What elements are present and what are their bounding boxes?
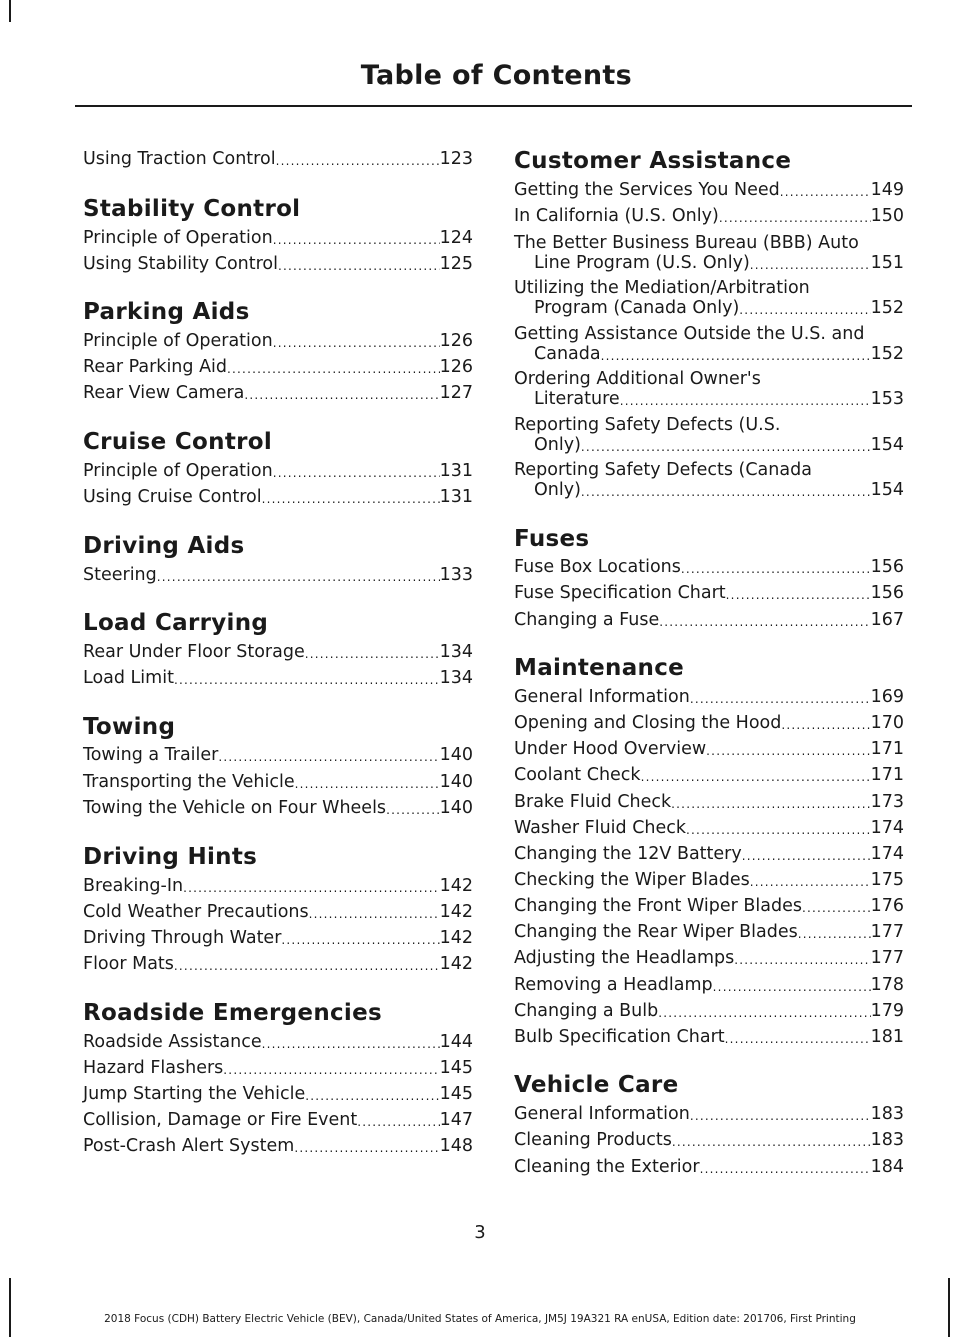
toc-entry[interactable]: Fuse Box Locations ..... 156 <box>514 558 904 576</box>
section-heading: Parking Aids <box>83 299 250 325</box>
toc-entry[interactable]: Hazard Flashers ..... 145 <box>83 1059 473 1077</box>
toc-entry[interactable]: Opening and Closing the Hood ..... 170 <box>514 714 904 732</box>
toc-entry[interactable]: Getting Assistance Outside the U.S. and Canada ..... 152 <box>514 325 904 363</box>
toc-entry[interactable]: In California (U.S. Only) ..... 150 <box>514 207 904 225</box>
toc-entry[interactable]: Utilizing the Mediation/Arbitration Program (Canada Only) ..... 152 <box>514 279 904 317</box>
toc-entry[interactable]: General Information ..... 183 <box>514 1105 904 1123</box>
toc-entry[interactable]: Rear Parking Aid ..... 126 <box>83 358 473 376</box>
section-heading: Roadside Emergencies <box>83 1000 383 1026</box>
crop-mark-bottom-right <box>948 1278 950 1337</box>
toc-entry[interactable]: Cold Weather Precautions ..... 142 <box>83 903 473 921</box>
toc-entry[interactable]: Brake Fluid Check ..... 173 <box>514 793 904 811</box>
toc-entry[interactable]: Washer Fluid Check ..... 174 <box>514 819 904 837</box>
header-rule <box>75 105 912 107</box>
toc-entry[interactable]: Transporting the Vehicle ..... 140 <box>83 773 473 791</box>
section-heading: Stability Control <box>83 196 301 222</box>
toc-entry[interactable]: Breaking-In ..... 142 <box>83 877 473 895</box>
toc-entry[interactable]: Towing the Vehicle on Four Wheels ..... 140 <box>83 799 473 817</box>
toc-entry[interactable]: General Information ..... 169 <box>514 688 904 706</box>
page-number: 3 <box>474 1222 486 1243</box>
toc-entry[interactable]: Adjusting the Headlamps ..... 177 <box>514 949 904 967</box>
section-heading: Towing <box>83 714 176 740</box>
toc-entry[interactable]: Changing a Fuse ..... 167 <box>514 611 904 629</box>
toc-entry[interactable]: Changing the Front Wiper Blades ..... 176 <box>514 897 904 915</box>
section-heading: Driving Aids <box>83 533 245 559</box>
page-title: Table of Contents <box>360 60 632 91</box>
section-heading: Vehicle Care <box>514 1072 679 1098</box>
toc-entry[interactable]: Ordering Additional Owner's Literature ..... 153 <box>514 370 904 408</box>
toc-entry[interactable]: Jump Starting the Vehicle ..... 145 <box>83 1085 473 1103</box>
toc-entry[interactable]: Changing a Bulb ..... 179 <box>514 1002 904 1020</box>
toc-entry[interactable]: Changing the 12V Battery ..... 174 <box>514 845 904 863</box>
section-heading: Fuses <box>514 526 590 552</box>
section-heading: Load Carrying <box>83 610 269 636</box>
toc-entry[interactable]: Checking the Wiper Blades ..... 175 <box>514 871 904 889</box>
toc-entry[interactable]: Getting the Services You Need ..... 149 <box>514 181 904 199</box>
toc-entry[interactable]: Principle of Operation ..... 126 <box>83 332 473 350</box>
toc-entry[interactable]: Collision, Damage or Fire Event ..... 147 <box>83 1111 473 1129</box>
toc-entry[interactable]: Coolant Check ..... 171 <box>514 766 904 784</box>
toc-entry[interactable]: Under Hood Overview ..... 171 <box>514 740 904 758</box>
toc-entry[interactable]: Using Cruise Control ..... 131 <box>83 488 473 506</box>
toc-entry[interactable]: Load Limit ..... 134 <box>83 669 473 687</box>
footer-edition-info: 2018 Focus (CDH) Battery Electric Vehicle (BEV), Canada/United States of America, JM5J 19A321 RA enUSA, Edition date: 201706, First Printing <box>104 1313 856 1325</box>
toc-entry[interactable]: Principle of Operation ..... 124 <box>83 229 473 247</box>
toc-entry[interactable]: Reporting Safety Defects (Canada Only) ..... 154 <box>514 461 904 499</box>
toc-entry[interactable]: Cleaning the Exterior ..... 184 <box>514 1158 904 1176</box>
toc-entry[interactable]: Bulb Specification Chart ..... 181 <box>514 1028 904 1046</box>
toc-entry[interactable]: Rear Under Floor Storage ..... 134 <box>83 643 473 661</box>
toc-entry[interactable]: Using Stability Control ..... 125 <box>83 255 473 273</box>
section-heading: Customer Assistance <box>514 148 792 174</box>
toc-entry[interactable]: Cleaning Products ..... 183 <box>514 1131 904 1149</box>
toc-entry[interactable]: Changing the Rear Wiper Blades ..... 177 <box>514 923 904 941</box>
crop-mark-top-left <box>9 0 11 22</box>
toc-entry[interactable]: Removing a Headlamp ..... 178 <box>514 976 904 994</box>
toc-entry[interactable]: Steering ..... 133 <box>83 566 473 584</box>
toc-entry[interactable]: Principle of Operation ..... 131 <box>83 462 473 480</box>
toc-entry[interactable]: Using Traction Control ..... 123 <box>83 150 473 168</box>
toc-entry[interactable]: Post-Crash Alert System ..... 148 <box>83 1137 473 1155</box>
crop-mark-bottom-left <box>9 1278 11 1337</box>
toc-entry[interactable]: Towing a Trailer ..... 140 <box>83 746 473 764</box>
toc-entry[interactable]: Reporting Safety Defects (U.S. Only) ..... 154 <box>514 416 904 454</box>
section-heading: Cruise Control <box>83 429 273 455</box>
toc-entry[interactable]: Driving Through Water ..... 142 <box>83 929 473 947</box>
toc-entry[interactable]: Fuse Specification Chart ..... 156 <box>514 584 904 602</box>
toc-entry[interactable]: Roadside Assistance ..... 144 <box>83 1033 473 1051</box>
toc-entry[interactable]: Floor Mats ..... 142 <box>83 955 473 973</box>
toc-entry[interactable]: The Better Business Bureau (BBB) Auto Line Program (U.S. Only) ..... 151 <box>514 234 904 272</box>
section-heading: Driving Hints <box>83 844 258 870</box>
section-heading: Maintenance <box>514 655 685 681</box>
toc-entry[interactable]: Rear View Camera ..... 127 <box>83 384 473 402</box>
